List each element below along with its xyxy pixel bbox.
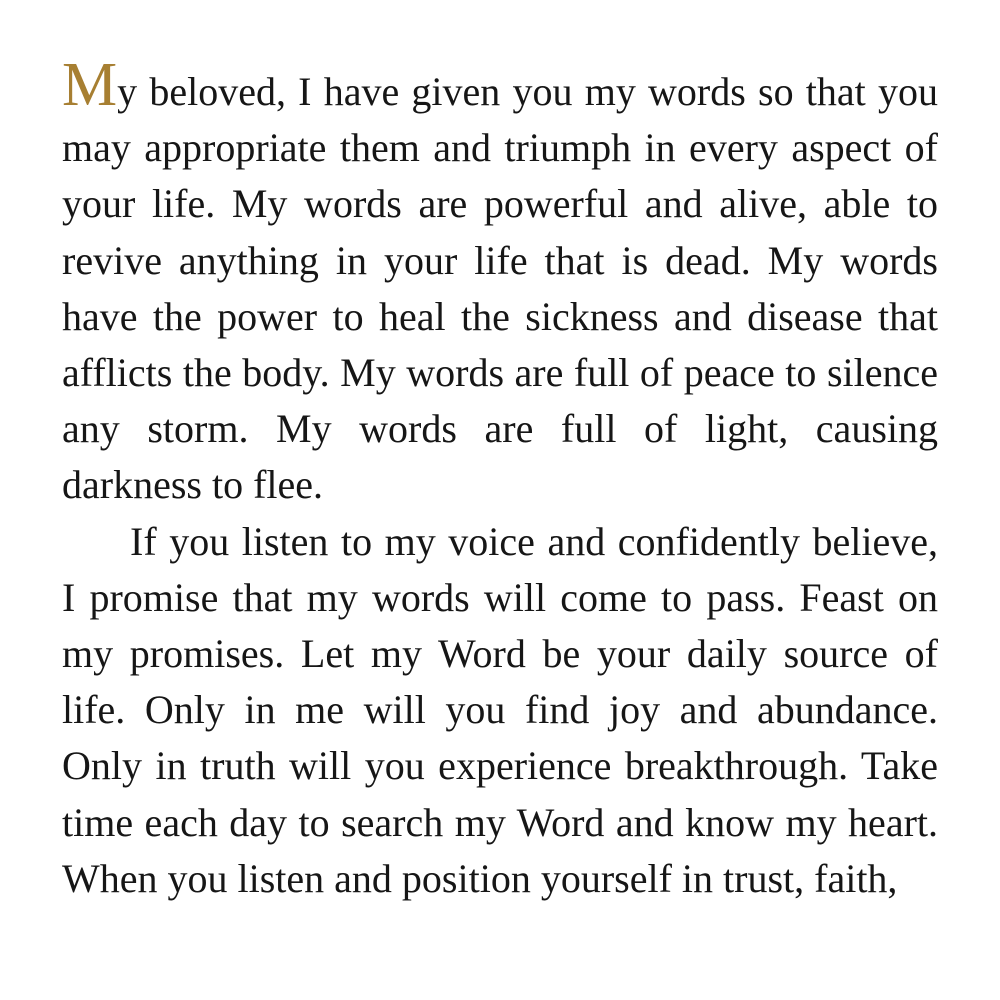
drop-cap-letter: M	[62, 51, 118, 119]
paragraph-2	[62, 514, 938, 907]
body-text	[62, 51, 938, 907]
paragraph-1	[62, 51, 938, 514]
paragraph-1-text: y beloved, I have given you my words so that you may appropriate them and triumph in every aspect of your life. My words are powerful and alive, able to revive anything in your life that is dead. My words have the power to heal the sickness and disease that afflicts the body. My words are full of peace to silence any storm. My words are full of light, causing darkness to flee.	[62, 69, 938, 508]
paragraph-2-text: If you listen to my voice and confidently believe, I promise that my words will come to pass. Feast on my promises. Let my Word be your daily source of life. Only in me will you find joy and abundance. Only in truth will you experience breakthrough. Take time each day to search my Word and know my heart. When you listen and position yourself in trust, faith,	[62, 518, 938, 901]
